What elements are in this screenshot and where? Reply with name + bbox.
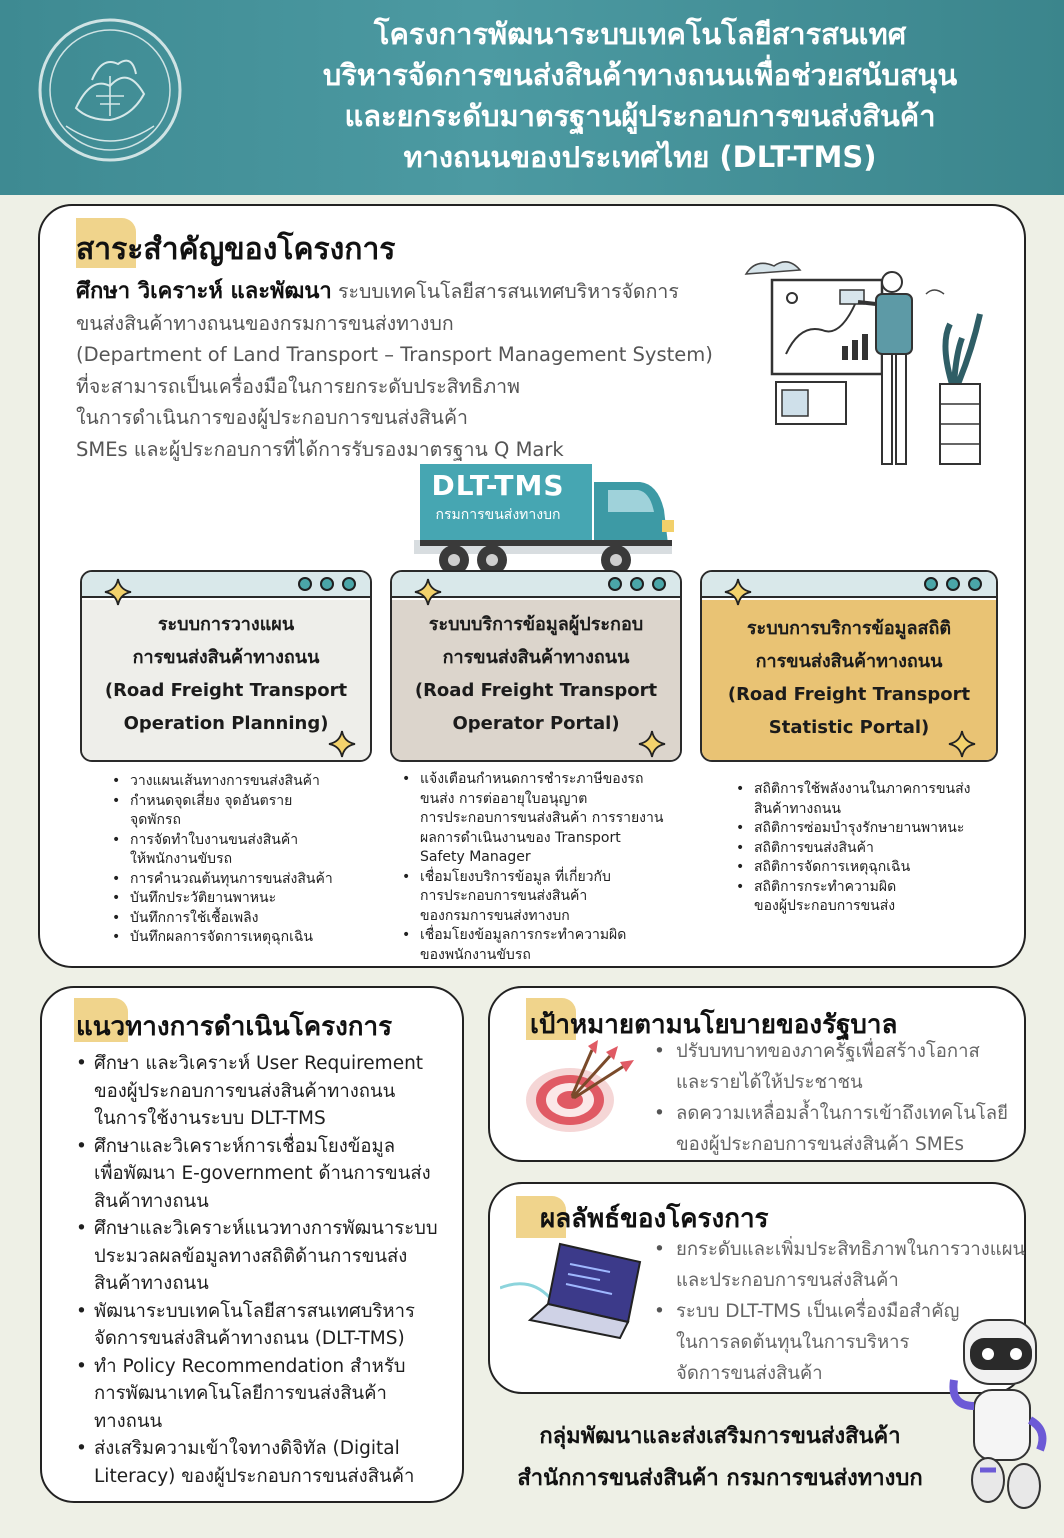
laptop-icon bbox=[500, 1238, 650, 1348]
list-item: • ปรับบทบาทของภาครัฐเพื่อสร้างโอกาส และรายได้ให้ประชาชน bbox=[652, 1036, 1008, 1098]
window-dot-icon bbox=[608, 577, 622, 591]
approach-list bbox=[76, 1050, 438, 1490]
system-title-line: Operation Planning) bbox=[123, 713, 329, 734]
list-item: • การคำนวณต้นทุนการขนส่งสินค้า bbox=[108, 870, 333, 890]
list-item: • สถิติการซ่อมบำรุงรักษายานพาหนะ bbox=[732, 819, 970, 839]
system-title-line: Operator Portal) bbox=[452, 713, 620, 734]
list-item: • การจัดทำใบงานขนส่งสินค้า ให้พนักงานขับรถ bbox=[108, 831, 333, 870]
list-item: • ระบบ DLT-TMS เป็นเครื่องมือสำคัญ ในการลดต้นทุนในการบริหาร จัดการขนส่งสินค้า bbox=[652, 1296, 1025, 1389]
list-item: • ศึกษาและวิเคราะห์แนวทางการพัฒนาระบบ ประมวลผลข้อมูลทางสถิติด้านการขนส่ง สินค้าทางถนน bbox=[76, 1215, 438, 1298]
sparkle-icon bbox=[104, 578, 132, 606]
system-window-operator bbox=[390, 570, 682, 762]
title-line: ทางถนนของประเทศไทย (DLT-TMS) bbox=[403, 140, 877, 174]
system-title-line: การขนส่งสินค้าทางถนน bbox=[755, 651, 943, 672]
system-title-line: ระบบการบริการข้อมูลสถิติ bbox=[746, 618, 952, 639]
system-title-line: การขนส่งสินค้าทางถนน bbox=[442, 647, 630, 668]
list-item: • สถิติการจัดการเหตุฉุกเฉิน bbox=[732, 858, 970, 878]
title-line: โครงการพัฒนาระบบเทคโนโลยีสารสนเทศ bbox=[373, 17, 907, 51]
system-title-line: การขนส่งสินค้าทางถนน bbox=[132, 647, 320, 668]
window-dot-icon bbox=[298, 577, 312, 591]
list-item: • ยกระดับและเพิ่มประสิทธิภาพในการวางแผน และประกอบการขนส่งสินค้า bbox=[652, 1234, 1025, 1296]
goal-card bbox=[488, 986, 1026, 1162]
window-dot-icon bbox=[630, 577, 644, 591]
goal-title: เป้าหมายตามนโยบายของรัฐบาล bbox=[530, 1010, 898, 1040]
overview-line: ขนส่งสินค้าทางถนนของกรมการขนส่งทางบก bbox=[76, 311, 454, 335]
list-item: • กำหนดจุดเสี่ยง จุดอันตราย จุดพักรถ bbox=[108, 792, 333, 831]
overview-line: SMEs และผู้ประกอบการที่ได้การรับรองมาตรฐาน Q Mark bbox=[76, 437, 564, 461]
list-item: • สถิติการกระทำความผิด ของผู้ประกอบการขนส่ง bbox=[732, 878, 970, 917]
truck-sublabel: กรมการขนส่งทางบก bbox=[435, 507, 561, 523]
header-banner bbox=[0, 0, 1064, 195]
approach-title: แนวทางการดำเนินโครงการ bbox=[76, 1012, 393, 1042]
system-title-line: (Road Freight Transport bbox=[727, 684, 971, 705]
overview-card bbox=[38, 204, 1026, 968]
footer-department: กลุ่มพัฒนาและส่งเสริมการขนส่งสินค้า bbox=[539, 1424, 901, 1449]
list-item: • บันทึกการใช้เชื้อเพลิง bbox=[108, 909, 333, 929]
statistic-features-list bbox=[732, 780, 970, 917]
overview-title: สาระสำคัญของโครงการ bbox=[76, 232, 396, 267]
window-dot-icon bbox=[924, 577, 938, 591]
truck-label: DLT-TMS bbox=[431, 469, 565, 502]
system-window-planning bbox=[80, 570, 372, 762]
list-item: • เชื่อมโยงข้อมูลการกระทำความผิด ของพนักงานขับรถ bbox=[398, 926, 663, 965]
list-item: • ทำ Policy Recommendation สำหรับ การพัฒนาเทคโนโลยีการขนส่งสินค้า ทางถนน bbox=[76, 1353, 438, 1436]
overview-line: ที่จะสามารถเป็นเครื่องมือในการยกระดับประสิทธิภาพ bbox=[76, 374, 520, 398]
list-item: • ส่งเสริมความเข้าใจทางดิจิทัล (Digital Literacy) ของผู้ประกอบการขนส่งสินค้า bbox=[76, 1435, 438, 1490]
overview-line: ในการดำเนินการของผู้ประกอบการขนส่งสินค้า bbox=[76, 406, 468, 429]
list-item: • บันทึกประวัติยานพาหนะ bbox=[108, 889, 333, 909]
target-icon bbox=[514, 1036, 644, 1136]
list-item: • ลดความเหลื่อมล้ำในการเข้าถึงเทคโนโลยี ของผู้ประกอบการขนส่งสินค้า SMEs bbox=[652, 1098, 1008, 1160]
result-title: ผลลัพธ์ของโครงการ bbox=[540, 1204, 769, 1234]
system-title-line: ระบบการวางแผน bbox=[157, 614, 295, 635]
page-title bbox=[230, 14, 1050, 178]
window-dot-icon bbox=[946, 577, 960, 591]
system-title-line: (Road Freight Transport bbox=[414, 680, 658, 701]
window-dot-icon bbox=[320, 577, 334, 591]
presenter-illustration bbox=[736, 254, 996, 474]
sparkle-icon bbox=[724, 578, 752, 606]
title-line: และยกระดับมาตรฐานผู้ประกอบการขนส่งสินค้า bbox=[344, 99, 936, 133]
list-item: • สถิติการใช้พลังงานในภาคการขนส่ง สินค้าทางถนน bbox=[732, 780, 970, 819]
overview-line: ระบบเทคโนโลยีสารสนเทศบริหารจัดการ bbox=[338, 280, 679, 303]
robot-mascot-icon bbox=[944, 1310, 1054, 1520]
list-item: • พัฒนาระบบเทคโนโลยีสารสนเทศบริหาร จัดการขนส่งสินค้าทางถนน (DLT-TMS) bbox=[76, 1298, 438, 1353]
approach-card bbox=[40, 986, 464, 1503]
overview-line: (Department of Land Transport – Transport Management System) bbox=[76, 343, 713, 366]
system-title-line: Statistic Portal) bbox=[768, 717, 930, 738]
window-dot-icon bbox=[652, 577, 666, 591]
goal-list bbox=[652, 1036, 1008, 1160]
list-item: • ศึกษา และวิเคราะห์ User Requirement ของผู้ประกอบการขนส่งสินค้าทางถนน ในการใช้งานระบบ DLT-TMS bbox=[76, 1050, 438, 1133]
system-title bbox=[82, 608, 370, 740]
system-title-line: (Road Freight Transport bbox=[104, 680, 348, 701]
list-item: • เชื่อมโยงบริการข้อมูล ที่เกี่ยวกับ การประกอบการขนส่งสินค้า ของกรมการขนส่งทางบก bbox=[398, 868, 663, 927]
system-title-line: ระบบบริการข้อมูลผู้ประกอบ bbox=[428, 614, 644, 635]
operator-features-list bbox=[398, 770, 663, 965]
list-item: • วางแผนเส้นทางการขนส่งสินค้า bbox=[108, 772, 333, 792]
system-title bbox=[702, 612, 996, 744]
list-item: • แจ้งเตือนกำหนดการชำระภาษีของรถ ขนส่ง การต่ออายุใบอนุญาต การประกอบการขนส่งสินค้า การรายงาน ผลการดำเนินงานของ Transport Safety Manager bbox=[398, 770, 663, 868]
overview-lead: ศึกษา วิเคราะห์ และพัฒนา bbox=[76, 279, 332, 304]
system-window-statistic bbox=[700, 570, 998, 762]
footer-office: สำนักการขนส่งสินค้า กรมการขนส่งทางบก bbox=[517, 1466, 923, 1491]
dlt-seal-icon bbox=[36, 16, 184, 164]
list-item: • บันทึกผลการจัดการเหตุฉุกเฉิน bbox=[108, 928, 333, 948]
sparkle-icon bbox=[414, 578, 442, 606]
overview-description bbox=[76, 276, 713, 465]
list-item: • สถิติการขนส่งสินค้า bbox=[732, 839, 970, 859]
window-dot-icon bbox=[342, 577, 356, 591]
title-line: บริหารจัดการขนส่งสินค้าทางถนนเพื่อช่วยสนับสนุน bbox=[322, 58, 958, 92]
window-dot-icon bbox=[968, 577, 982, 591]
list-item: • ศึกษาและวิเคราะห์การเชื่อมโยงข้อมูล เพื่อพัฒนา E-government ด้านการขนส่ง สินค้าทางถนน bbox=[76, 1133, 438, 1216]
planning-features-list bbox=[108, 772, 333, 948]
system-title bbox=[392, 608, 680, 740]
